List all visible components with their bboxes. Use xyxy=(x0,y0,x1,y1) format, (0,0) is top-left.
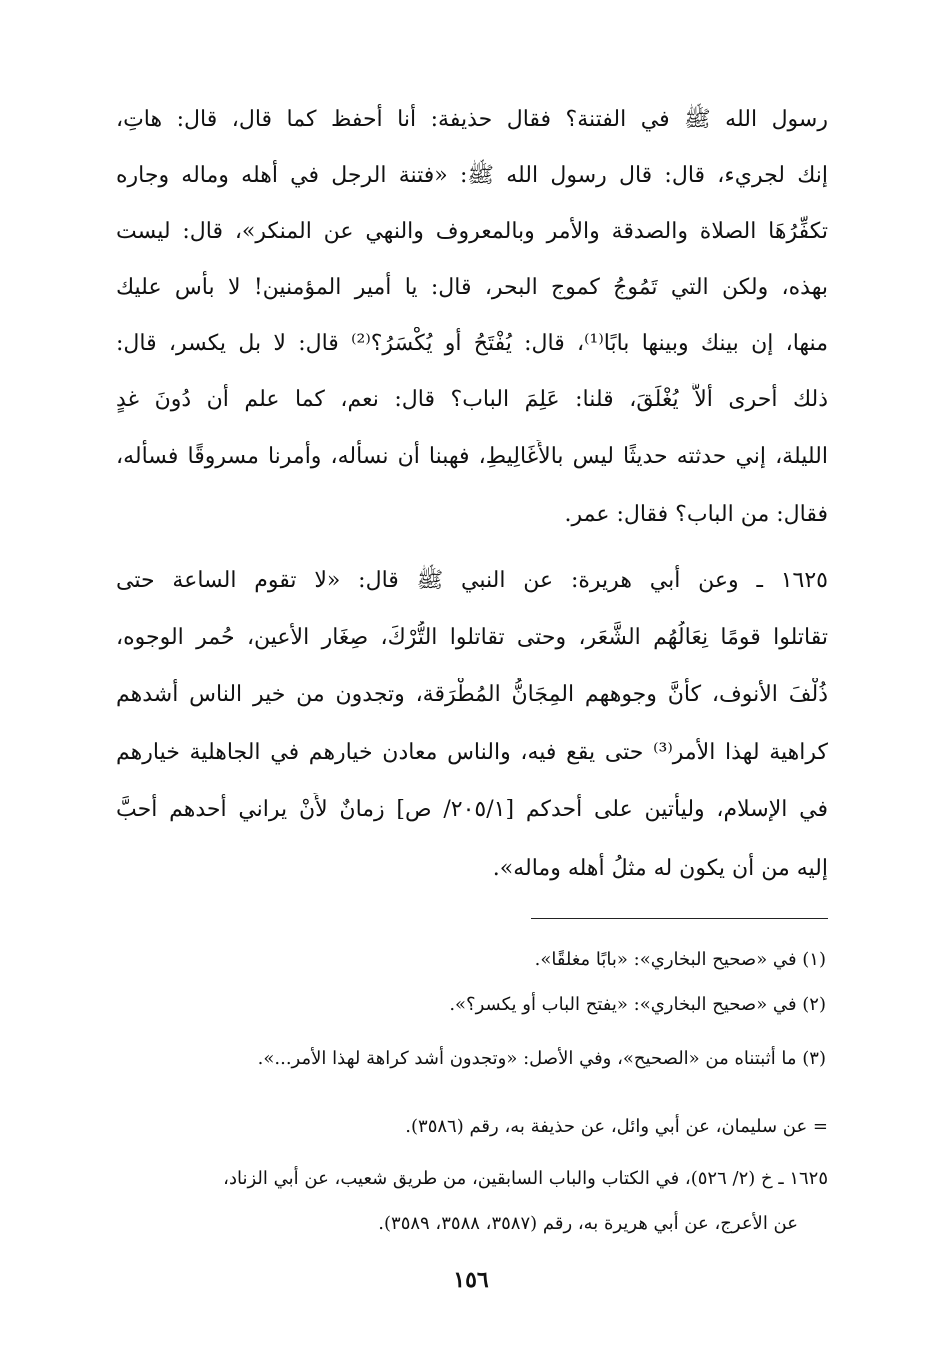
text-line: فقال: من الباب؟ فقال: عمر. xyxy=(564,502,828,527)
footnote-divider xyxy=(531,918,828,919)
footnote: (١) في «صحيح البخاري»: «بابًا مغلقًا». xyxy=(534,949,826,970)
text-line: ذُلْفَ الأنوف، كأنَّ وجوههم المِجَانُّ المُطْرَقة، وتجدون من خير الناس أشدهم xyxy=(116,682,828,707)
text-line: في الإسلام، وليأتين على أحدكم [٢٠٥/١/ ص] زمانٌ لأَنْ يراني أحدهم أحبَّ xyxy=(116,797,828,822)
text-line: إليه من أن يكون له مثلُ أهله وماله». xyxy=(492,856,828,881)
text-line: ذلك أحرى ألاَّ يُغْلَقَ، قلنا: عَلِمَ الباب؟ قال: نعم، كما علم أن دُونَ غدٍ xyxy=(116,387,828,412)
text-line: ١٦٢٥ ـ وعن أبي هريرة: عن النبي ﷺ قال: «لا تقوم الساعة حتى xyxy=(116,568,828,593)
text-line: الليلة، إني حدثته حديثًا ليس بالأَغَالِيطِ، فهبنا أن نسأله، وأمرنا مسروقًا فسأله، xyxy=(116,444,828,469)
text-line: منها، إن بينك وبينها بابًا⁽¹⁾، قال: يُفْتَحُ أو يُكْسَرُ؟⁽²⁾ قال: لا بل يكسر، قال: xyxy=(116,331,828,356)
text-line: تكفِّرُهَا الصلاة والصدقة والأمر وبالمعروف والنهي عن المنكر»، قال: ليست xyxy=(116,219,828,244)
text-line: رسول الله ﷺ في الفتنة؟ فقال حذيفة: أنا أحفظ كما قال، قال: هاتِ، xyxy=(116,107,828,132)
text-line: كراهية لهذا الأمر⁽³⁾ حتى يقع فيه، والناس معادن خيارهم في الجاهلية خيارهم xyxy=(116,740,828,765)
text-line: تقاتلوا قومًا نِعَالُهُم الشَّعَر، وحتى تقاتلوا التُّرْكَ، صِغَار الأعين، حُمر الوجوه، xyxy=(116,625,828,650)
source-note: عن الأعرج، عن أبي هريرة به، رقم (٣٥٨٧، ٣٥٨٨، ٣٥٨٩). xyxy=(378,1213,798,1234)
footnote: (٢) في «صحيح البخاري»: «يفتح الباب أو يكسر؟». xyxy=(449,994,826,1015)
text-line: بهذه، ولكن التي تَمُوجُ كموج البحر، قال: يا أمير المؤمنين! لا بأس عليك xyxy=(116,275,828,300)
page-number: ١٥٦ xyxy=(453,1267,489,1293)
source-note: ١٦٢٥ ـ خ (٢/ ٥٢٦)، في الكتاب والباب السابقين، من طريق شعيب، عن أبي الزناد، xyxy=(223,1168,828,1189)
footnote: (٣) ما أثبتناه من «الصحيح»، وفي الأصل: «وتجدون أشد كراهة لهذا الأمر...». xyxy=(257,1048,826,1069)
text-line: إنك لجريء، قال: قال رسول الله ﷺ: «فتنة الرجل في أهله وماله وجاره xyxy=(116,163,828,188)
source-note: = عن سليمان، عن أبي وائل، عن حذيفة به، رقم (٣٥٨٦). xyxy=(405,1116,828,1137)
